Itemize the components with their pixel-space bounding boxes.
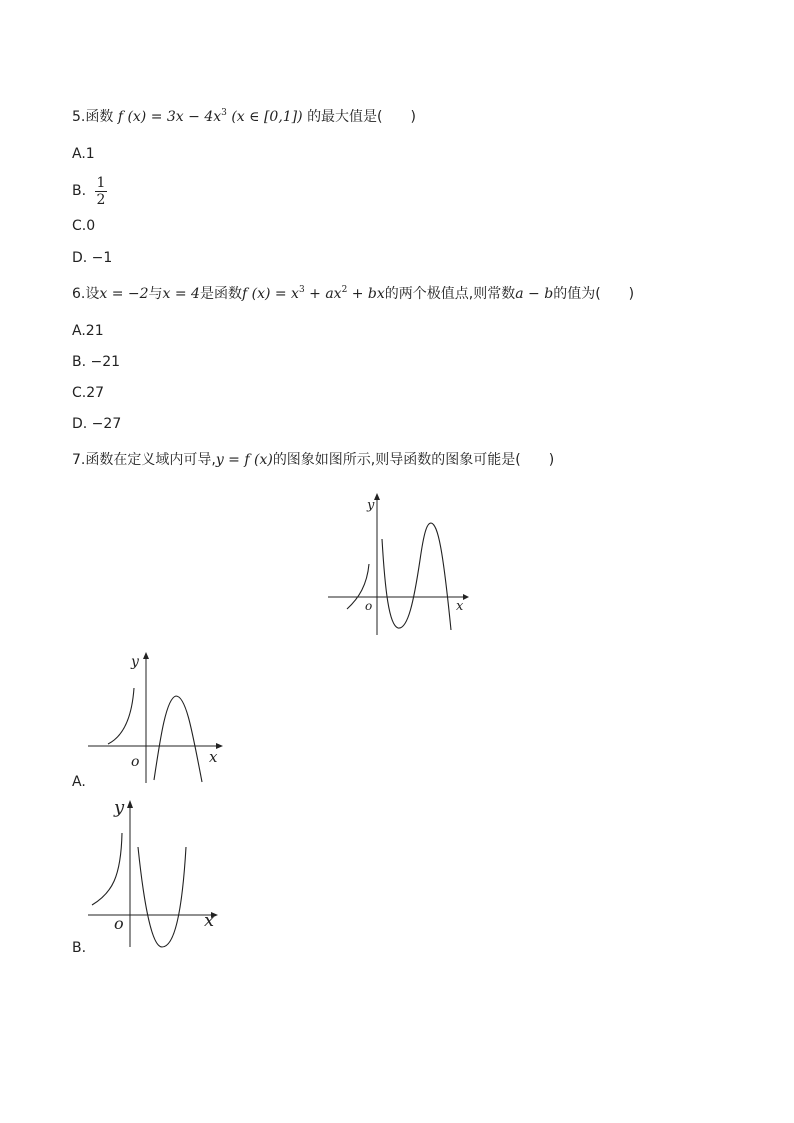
x-axis-label: x (456, 599, 464, 614)
q6-math-3b: + ax (304, 286, 342, 302)
q7-text-2: 的图象如图所示,则导函数的图象可能是( ) (272, 452, 555, 468)
q5-option-d-label: D. −1 (72, 250, 113, 266)
curve-right-branch (382, 523, 451, 630)
q6-text-3: 是函数 (199, 286, 242, 302)
q6-exp-1: 3 (298, 285, 305, 295)
q6-text-5: 的值为( ) (553, 286, 635, 302)
q5-option-c[interactable] (72, 216, 95, 236)
q6-option-a[interactable] (72, 321, 104, 341)
q5-option-b-fraction (95, 175, 108, 208)
y-axis-label: y (131, 654, 139, 670)
y-axis-arrow (143, 652, 149, 659)
origin-label: o (131, 754, 140, 770)
y-axis-arrow (127, 800, 133, 808)
q6-option-d-label: D. −27 (72, 416, 122, 432)
q6-math-2: x = 4 (162, 286, 200, 302)
q6-text-1: 6.设 (72, 286, 100, 302)
function-graph (325, 490, 470, 640)
q6-option-c-label: C.27 (72, 385, 105, 401)
q6-text-2: 与 (148, 286, 163, 302)
q5-option-d[interactable] (72, 248, 112, 268)
fraction-numerator: 1 (96, 174, 106, 191)
q6-option-b[interactable] (72, 352, 120, 372)
q6-option-b-label: B. −21 (72, 354, 121, 370)
q6-math-1: x = −2 (99, 286, 149, 302)
q6-option-c[interactable] (72, 383, 104, 403)
q5-option-a-label: A.1 (72, 146, 95, 162)
q5-option-a[interactable] (72, 144, 95, 164)
x-axis-arrow (463, 594, 469, 600)
question-5-stem (72, 107, 416, 127)
fraction-denominator: 2 (96, 191, 106, 208)
q7-option-b[interactable] (72, 938, 86, 958)
origin-label: o (114, 914, 124, 933)
curve-left-branch (92, 833, 122, 905)
y-axis-arrow (374, 493, 380, 500)
q6-option-a-label: A.21 (72, 323, 104, 339)
y-axis-label: y (367, 498, 375, 513)
q7-option-a-label: A. (72, 774, 86, 790)
q6-math-3c: + bx (347, 286, 385, 302)
q5-domain: (x ∈ [0,1]) (231, 109, 303, 125)
q5-text-post: 的最大值是( ) (307, 109, 416, 125)
question-6-stem (72, 284, 634, 304)
q5-text-pre: 5.函数 (72, 109, 114, 125)
curve-right-branch (154, 696, 202, 782)
q5-option-b[interactable] (72, 172, 107, 210)
q7-math-1: y = f (x) (215, 452, 273, 468)
option-a-graph (86, 650, 226, 785)
q6-math-3a: f (x) = x (241, 286, 299, 302)
q7-option-b-label: B. (72, 940, 87, 956)
q5-expression: f (x) = 3x − 4x (117, 109, 222, 125)
q5-option-c-label: C.0 (72, 218, 96, 234)
q5-option-b-label: B. (72, 183, 87, 199)
q6-option-d[interactable] (72, 414, 121, 434)
q6-text-4: 的两个极值点,则常数 (384, 286, 516, 302)
origin-label: o (365, 599, 373, 613)
option-b-graph (86, 795, 226, 953)
y-axis-label: y (114, 797, 125, 818)
q7-option-a[interactable] (72, 772, 86, 792)
q6-exp-2: 2 (341, 285, 348, 295)
question-7-stem (72, 450, 554, 470)
q7-text-1: 7.函数在定义域内可导, (72, 452, 216, 468)
q6-math-4: a − b (515, 286, 554, 302)
q5-exponent: 3 (221, 108, 227, 118)
x-axis-label: x (204, 910, 215, 931)
x-axis-label: x (209, 748, 218, 766)
curve-left-branch (108, 688, 134, 744)
curve-right-branch (138, 847, 186, 947)
